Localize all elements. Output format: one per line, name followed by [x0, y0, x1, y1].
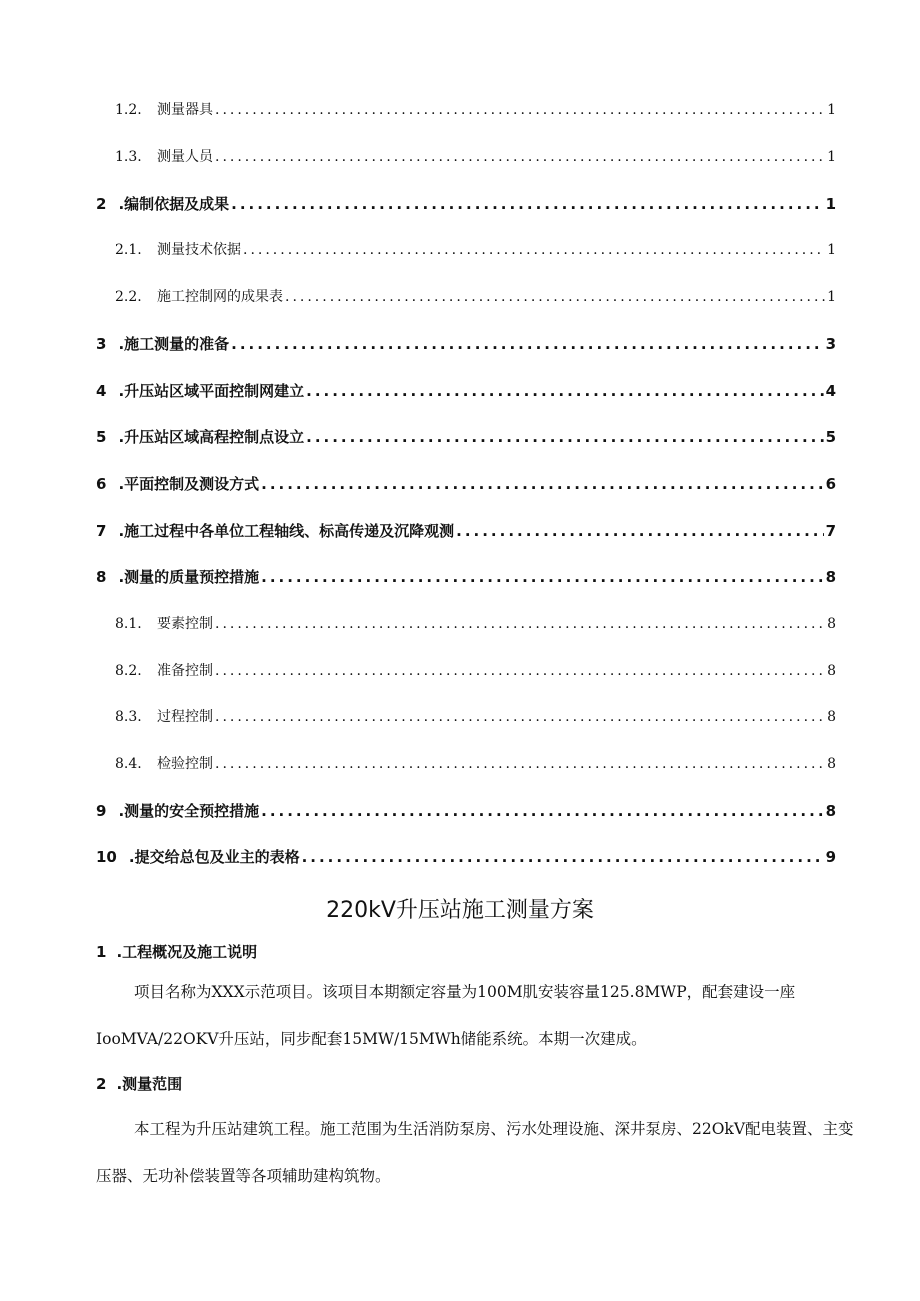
toc-title: 检验控制	[157, 756, 213, 772]
toc-leader	[261, 566, 823, 588]
toc-page-number: 8	[825, 568, 836, 586]
toc-page-number: 9	[825, 848, 836, 866]
toc-number: 1.2.	[115, 102, 142, 118]
toc-entry-3[interactable]	[96, 333, 836, 355]
toc-title: 要素控制	[157, 616, 213, 632]
toc-entry-8[interactable]	[96, 566, 836, 588]
toc-page-number: 1	[825, 195, 836, 213]
toc-number: 8.2.	[115, 663, 142, 679]
toc-title: 过程控制	[157, 709, 213, 725]
toc-number: 2.1.	[115, 242, 142, 258]
toc-entry-5[interactable]	[96, 426, 836, 448]
toc-entry-6[interactable]	[96, 473, 836, 495]
toc-leader	[215, 613, 825, 635]
toc-leader	[306, 380, 823, 402]
toc-title: 施工控制网的成果表	[157, 289, 283, 305]
toc-title: .提交给总包及业主的表格	[128, 848, 300, 866]
toc-entry-1-2[interactable]	[115, 99, 836, 121]
toc-entry-8-1[interactable]	[115, 613, 836, 635]
toc-title: .施工过程中各单位工程轴线、标高传递及沉降观测	[118, 522, 455, 540]
toc-page-number: 8	[827, 663, 836, 679]
toc-number: 6	[96, 475, 107, 493]
toc-entry-2-2[interactable]	[115, 286, 836, 308]
toc-leader	[215, 146, 825, 168]
toc-page-number: 5	[825, 428, 836, 446]
toc-entry-1-3[interactable]	[115, 146, 836, 168]
toc-page-number: 8	[825, 802, 836, 820]
toc-number: 8.3.	[115, 709, 142, 725]
toc-page-number: 7	[825, 522, 836, 540]
toc-title: 测量器具	[157, 102, 213, 118]
toc-entry-8-2[interactable]	[115, 660, 836, 682]
toc-page-number: 4	[825, 382, 836, 400]
toc-entry-9[interactable]	[96, 800, 836, 822]
toc-leader	[306, 426, 823, 448]
toc-number: 8.4.	[115, 756, 142, 772]
toc-number: 2	[96, 195, 107, 213]
section-number: 1	[96, 943, 107, 961]
toc-leader	[302, 846, 824, 868]
toc-title: .平面控制及测设方式	[118, 475, 260, 493]
toc-page-number: 1	[827, 242, 836, 258]
toc-leader	[285, 286, 825, 308]
section-title: .测量范围	[116, 1075, 183, 1093]
toc-title: .升压站区域平面控制网建立	[118, 382, 305, 400]
toc-title: .测量的质量预控措施	[118, 568, 260, 586]
toc-leader	[456, 520, 823, 542]
document-title: 220kV升压站施工测量方案	[326, 898, 594, 923]
section-heading-2	[96, 1073, 182, 1095]
toc-number: 8.1.	[115, 616, 142, 632]
toc-page-number: 1	[827, 149, 836, 165]
toc-page-number: 8	[827, 616, 836, 632]
toc-title: 测量技术依据	[157, 242, 241, 258]
toc-leader	[231, 193, 823, 215]
toc-entry-10[interactable]	[96, 846, 836, 868]
toc-number: 1.3.	[115, 149, 142, 165]
section-heading-1	[96, 941, 257, 963]
toc-page-number: 6	[825, 475, 836, 493]
toc-number: 10	[96, 848, 117, 866]
section-number: 2	[96, 1075, 107, 1093]
toc-leader	[243, 239, 825, 261]
section-paragraph-1: 项目名称为XXX示范项目。该项目本期额定容量为100M肌安装容量125.8MWP，配套建设一座IooMVA/22OKV升压站，同步配套15MW/15MWh储能系统。本期一次建成。	[96, 983, 796, 1048]
toc-title: .编制依据及成果	[118, 195, 230, 213]
toc-title: .施工测量的准备	[118, 335, 230, 353]
toc-number: 9	[96, 802, 107, 820]
section-title: .工程概况及施工说明	[116, 943, 258, 961]
toc-leader	[261, 800, 823, 822]
section-paragraph-2: 本工程为升压站建筑工程。施工范围为生活消防泵房、污水处理设施、深井泵房、22OkV配电装置、主变压器、无功补偿装置等各项辅助建构筑物。	[96, 1120, 854, 1185]
toc-number: 5	[96, 428, 107, 446]
toc-entry-8-4[interactable]	[115, 753, 836, 775]
toc-entry-8-3[interactable]	[115, 706, 836, 728]
toc-leader	[231, 333, 823, 355]
toc-entry-7[interactable]	[96, 520, 836, 542]
toc-number: 3	[96, 335, 107, 353]
toc-leader	[261, 473, 823, 495]
toc-title: .测量的安全预控措施	[118, 802, 260, 820]
toc-title: .升压站区域高程控制点设立	[118, 428, 305, 446]
toc-page-number: 1	[827, 289, 836, 305]
toc-number: 2.2.	[115, 289, 142, 305]
toc-entry-2[interactable]	[96, 193, 836, 215]
toc-leader	[215, 99, 825, 121]
toc-number: 4	[96, 382, 107, 400]
toc-title: 测量人员	[157, 149, 213, 165]
toc-title: 准备控制	[157, 663, 213, 679]
toc-entry-2-1[interactable]	[115, 239, 836, 261]
toc-leader	[215, 660, 825, 682]
toc-number: 8	[96, 568, 107, 586]
toc-entry-4[interactable]	[96, 380, 836, 402]
toc-leader	[215, 706, 825, 728]
toc-leader	[215, 753, 825, 775]
toc-number: 7	[96, 522, 107, 540]
toc-page-number: 8	[827, 709, 836, 725]
toc-page-number: 3	[825, 335, 836, 353]
toc-page-number: 1	[827, 102, 836, 118]
toc-page-number: 8	[827, 756, 836, 772]
